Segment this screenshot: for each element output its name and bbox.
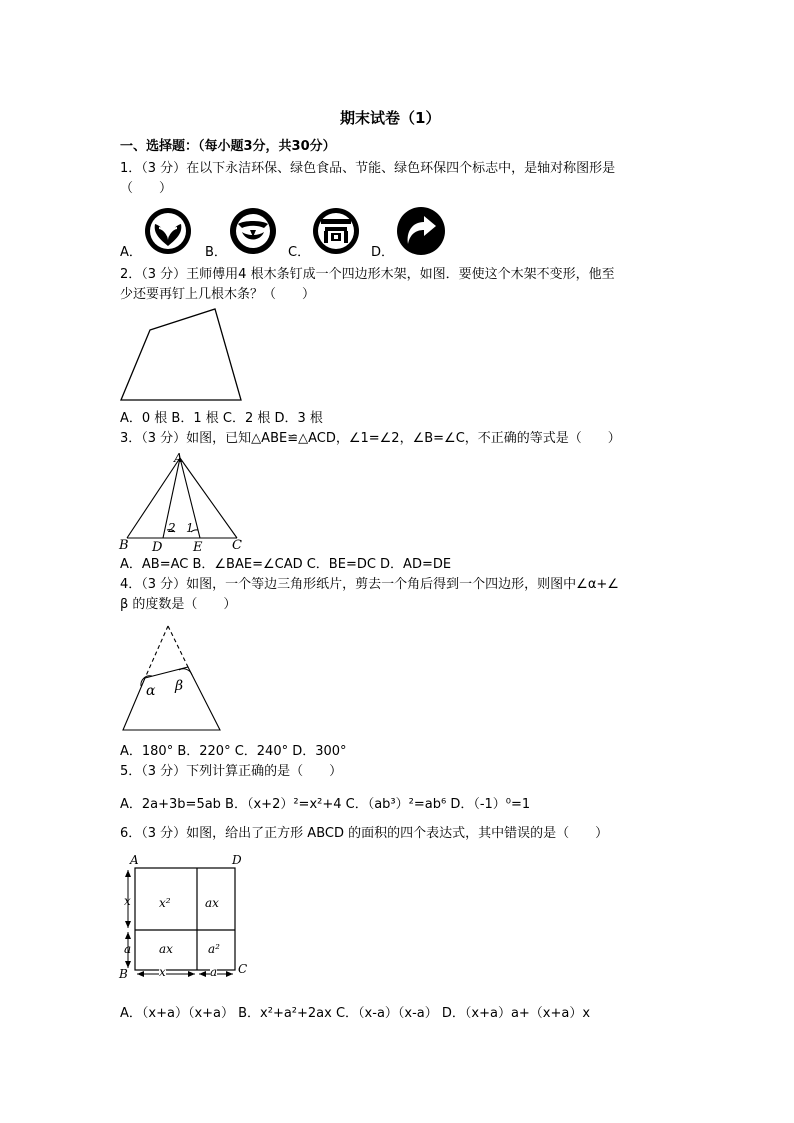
q4-stem-line2: β 的度数是（ ） bbox=[120, 597, 237, 612]
q2-answers: A．0 根 B．1 根 C．2 根 D．3 根 bbox=[120, 411, 323, 426]
q6-label-a: A bbox=[130, 853, 139, 867]
page-title: 期末试卷（1） bbox=[340, 109, 441, 127]
section-heading: 一、选择题：（每小题3分，共30分） bbox=[120, 139, 336, 154]
q4-label-beta: β bbox=[175, 678, 184, 694]
q5-stem: 5．（3 分）下列计算正确的是（ ） bbox=[120, 764, 343, 779]
q6-cell-x-squared: x² bbox=[159, 896, 171, 910]
q1-stem-line2: （ ） bbox=[120, 181, 173, 196]
q2-stem-line2: 少还要再钉上几根木条？（ ） bbox=[120, 287, 316, 302]
q4-answers: A．180° B．220° C．240° D．300° bbox=[120, 744, 347, 759]
q6-side-x-left: x bbox=[124, 894, 131, 908]
q1-option-c-label: C． bbox=[288, 245, 311, 260]
q3-answers: A．AB=AC B．∠BAE=∠CAD C．BE=DC D．AD=DE bbox=[120, 557, 452, 572]
q6-side-a-left: a bbox=[124, 942, 132, 956]
q6-cell-ax-bottom: ax bbox=[159, 942, 173, 956]
q6-cell-ax-top: ax bbox=[205, 896, 219, 910]
q5-answers: A．2a+3b=5ab B．（x+2）²=x²+4 C．（ab³）²=ab⁶ D．（-1）⁰=1 bbox=[120, 797, 531, 812]
q4-stem-line1: 4．（3 分）如图，一个等边三角形纸片，剪去一个角后得到一个四边形，则图中∠α+∠ bbox=[120, 577, 619, 592]
q3-label-one: 1 bbox=[186, 521, 194, 535]
recycle-arrow-logo-icon bbox=[396, 206, 446, 256]
q3-label-a: A bbox=[174, 451, 183, 465]
energy-saving-logo-icon bbox=[311, 206, 361, 256]
cut-triangle-figure bbox=[115, 620, 230, 735]
q2-stem-line1: 2．（3 分）王师傅用4 根木条钉成一个四边形木架，如图．要使这个木架不变形，他至 bbox=[120, 267, 615, 282]
q4-label-alpha: α bbox=[146, 683, 156, 699]
q3-label-e: E bbox=[193, 540, 203, 555]
q1-option-a-label: A． bbox=[120, 245, 142, 260]
q6-stem: 6．（3 分）如图，给出了正方形 ABCD 的面积的四个表达式，其中错误的是（ ） bbox=[120, 826, 609, 841]
q6-side-a-bottom: a bbox=[210, 965, 218, 979]
triangle-abc-figure bbox=[115, 450, 255, 550]
eco-leaf-logo-icon bbox=[143, 206, 193, 256]
q3-label-b: B bbox=[119, 538, 129, 553]
q1-stem-line1: 1．（3 分）在以下永洁环保、绿色食品、节能、绿色环保四个标志中，是轴对称图形是 bbox=[120, 161, 616, 176]
q3-stem: 3．（3 分）如图，已知△ABE≌△ACD，∠1=∠2，∠B=∠C，不正确的等式是（ ） bbox=[120, 431, 621, 446]
q6-label-b: B bbox=[119, 967, 128, 981]
quadrilateral-frame-figure bbox=[115, 305, 250, 405]
square-abcd-figure bbox=[115, 850, 255, 985]
q1-option-b-label: B． bbox=[205, 245, 227, 260]
q6-answers: A．（x+a）（x+a） B．x²+a²+2ax C．（x-a）（x-a） D．（x+a）a+（x+a）x bbox=[120, 1006, 591, 1021]
q3-label-c: C bbox=[232, 538, 242, 553]
q3-label-d: D bbox=[152, 540, 163, 555]
q6-side-x-bottom: x bbox=[159, 965, 166, 979]
q6-label-d: D bbox=[232, 853, 242, 867]
q6-label-c: C bbox=[238, 962, 248, 976]
q1-option-d-label: D． bbox=[371, 245, 395, 260]
q3-label-two: 2 bbox=[168, 521, 176, 535]
q6-cell-a-squared: a² bbox=[208, 942, 220, 956]
green-food-logo-icon bbox=[228, 206, 278, 256]
